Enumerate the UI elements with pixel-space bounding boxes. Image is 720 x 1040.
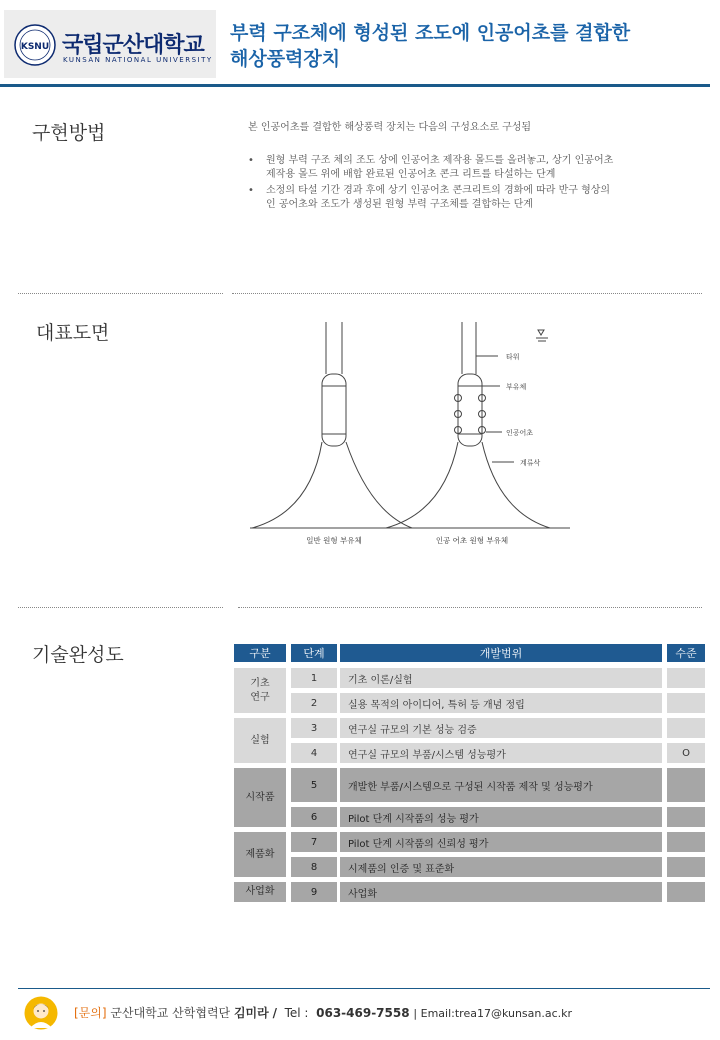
list-item xyxy=(248,184,688,212)
implementation-bullets xyxy=(248,154,688,214)
table-cell-category: 시작품 xyxy=(234,768,286,827)
caption-plain-floating-body: 일반 원형 부유체 xyxy=(306,536,362,545)
header-category: 구분 xyxy=(234,644,286,662)
table-cell-category: 실험 xyxy=(234,718,286,763)
table-cell-scope: 연구실 규모의 부품/시스템 성능평가 xyxy=(340,743,662,763)
section-label-drawing: 대표도면 xyxy=(36,322,110,344)
header-stage: 단계 xyxy=(291,644,337,662)
section-divider xyxy=(18,293,223,294)
bullet-line: 인 공어초와 조도가 생성된 원형 부력 구조체를 결합하는 단계 xyxy=(266,199,533,210)
contact-org: 군산대학교 산학협력단 xyxy=(110,1006,231,1020)
bullet-icon: • xyxy=(248,185,254,196)
table-cell-level xyxy=(667,693,705,713)
title-line-2: 해상풍력장치 xyxy=(230,48,341,70)
table-cell-level xyxy=(667,718,705,738)
table-cell-scope: 기초 이론/실험 xyxy=(340,668,662,688)
table-cell-scope: 실용 목적의 아이디어, 특허 등 개념 정립 xyxy=(340,693,662,713)
contact-separator: / xyxy=(272,1006,277,1020)
table-cell-stage: 7 xyxy=(291,832,337,852)
header-divider xyxy=(0,84,710,87)
callout-mooring-line: 계류삭 xyxy=(520,459,541,467)
table-cell-scope: 개발한 부품/시스템으로 구성된 시작품 제작 및 성능평가 xyxy=(340,768,662,802)
section-divider xyxy=(238,607,702,608)
implementation-intro: 본 인공어초를 결합한 해상풍력 장치는 다음의 구성요소로 구성됨 xyxy=(248,122,532,133)
water-level-icon xyxy=(536,330,548,341)
bullet-line: 제작용 몰드 위에 배합 완료된 인공어초 콘크 리트를 타설하는 단계 xyxy=(266,169,556,180)
table-cell-stage: 1 xyxy=(291,668,337,688)
table-cell-scope: Pilot 단계 시작품의 신뢰성 평가 xyxy=(340,832,662,852)
list-item xyxy=(248,154,688,182)
representative-drawing xyxy=(230,316,590,554)
title-line-1: 부력 구조체에 형성된 조도에 인공어초를 결합한 xyxy=(230,22,631,44)
table-cell-scope: 시제품의 인증 및 표준화 xyxy=(340,857,662,877)
table-cell-level xyxy=(667,768,705,802)
callout-floating-body: 부유체 xyxy=(506,383,527,391)
table-cell-stage: 2 xyxy=(291,693,337,713)
caption-reef-floating-body: 인공 어초 원형 부유체 xyxy=(435,536,509,545)
table-cell-stage: 6 xyxy=(291,807,337,827)
section-divider xyxy=(232,293,702,294)
bullet-line: 원형 부력 구조 체의 조도 상에 인공어초 제작용 몰드를 올려놓고, 상기 인공어초 xyxy=(266,155,614,166)
footer-divider xyxy=(18,988,710,989)
table-cell-scope: 사업화 xyxy=(340,882,662,902)
plain-floating-body xyxy=(252,322,412,528)
contact-person-avatar-icon xyxy=(24,996,58,1030)
callout-artificial-reef: 인공어초 xyxy=(506,429,534,437)
table-cell-stage: 8 xyxy=(291,857,337,877)
table-cell-level xyxy=(667,807,705,827)
tel-label: Tel : xyxy=(284,1006,309,1020)
contact-name: 김미라 xyxy=(233,1006,269,1020)
table-cell-scope: 연구실 규모의 기본 성능 검증 xyxy=(340,718,662,738)
contact-email[interactable]: | Email:trea17@kunsan.ac.kr xyxy=(413,1007,573,1020)
table-cell-category: 사업화 xyxy=(234,882,286,902)
table-cell-level: O xyxy=(667,743,705,763)
table-cell-level xyxy=(667,857,705,877)
table-cell-level xyxy=(667,668,705,688)
table-cell-stage: 9 xyxy=(291,882,337,902)
table-cell-category: 기초 연구 xyxy=(234,668,286,713)
bullet-line: 소정의 타설 기간 경과 후에 상기 인공어초 콘크리트의 경화에 따라 반구 형상의 xyxy=(266,185,611,196)
university-name: 국립군산대학교 xyxy=(62,33,204,58)
table-cell-stage: 4 xyxy=(291,743,337,763)
table-cell-stage: 3 xyxy=(291,718,337,738)
header-scope: 개발범위 xyxy=(340,644,662,662)
university-name-english: KUNSAN NATIONAL UNIVERSITY xyxy=(63,56,213,64)
section-label-maturity: 기술완성도 xyxy=(32,644,124,666)
section-label-implementation: 구현방법 xyxy=(32,122,106,144)
section-divider xyxy=(18,607,223,608)
reef-floating-body xyxy=(386,322,550,528)
table-cell-scope: Pilot 단계 시작품의 성능 평가 xyxy=(340,807,662,827)
table-cell-category: 제품화 xyxy=(234,832,286,877)
university-emblem-icon xyxy=(14,24,56,66)
inquiry-label: [문의] xyxy=(74,1006,107,1020)
table-cell-stage: 5 xyxy=(291,768,337,802)
artificial-reef-icon xyxy=(455,395,486,434)
page-title xyxy=(230,20,700,72)
callout-tower: 타워 xyxy=(506,353,520,361)
emblem-text: KSNU xyxy=(20,42,50,52)
bullet-icon: • xyxy=(248,155,254,166)
contact-info xyxy=(74,1004,572,1021)
table-cell-level xyxy=(667,882,705,902)
contact-phone: 063-469-7558 xyxy=(316,1006,410,1020)
table-cell-level xyxy=(667,832,705,852)
header-level: 수준 xyxy=(667,644,705,662)
